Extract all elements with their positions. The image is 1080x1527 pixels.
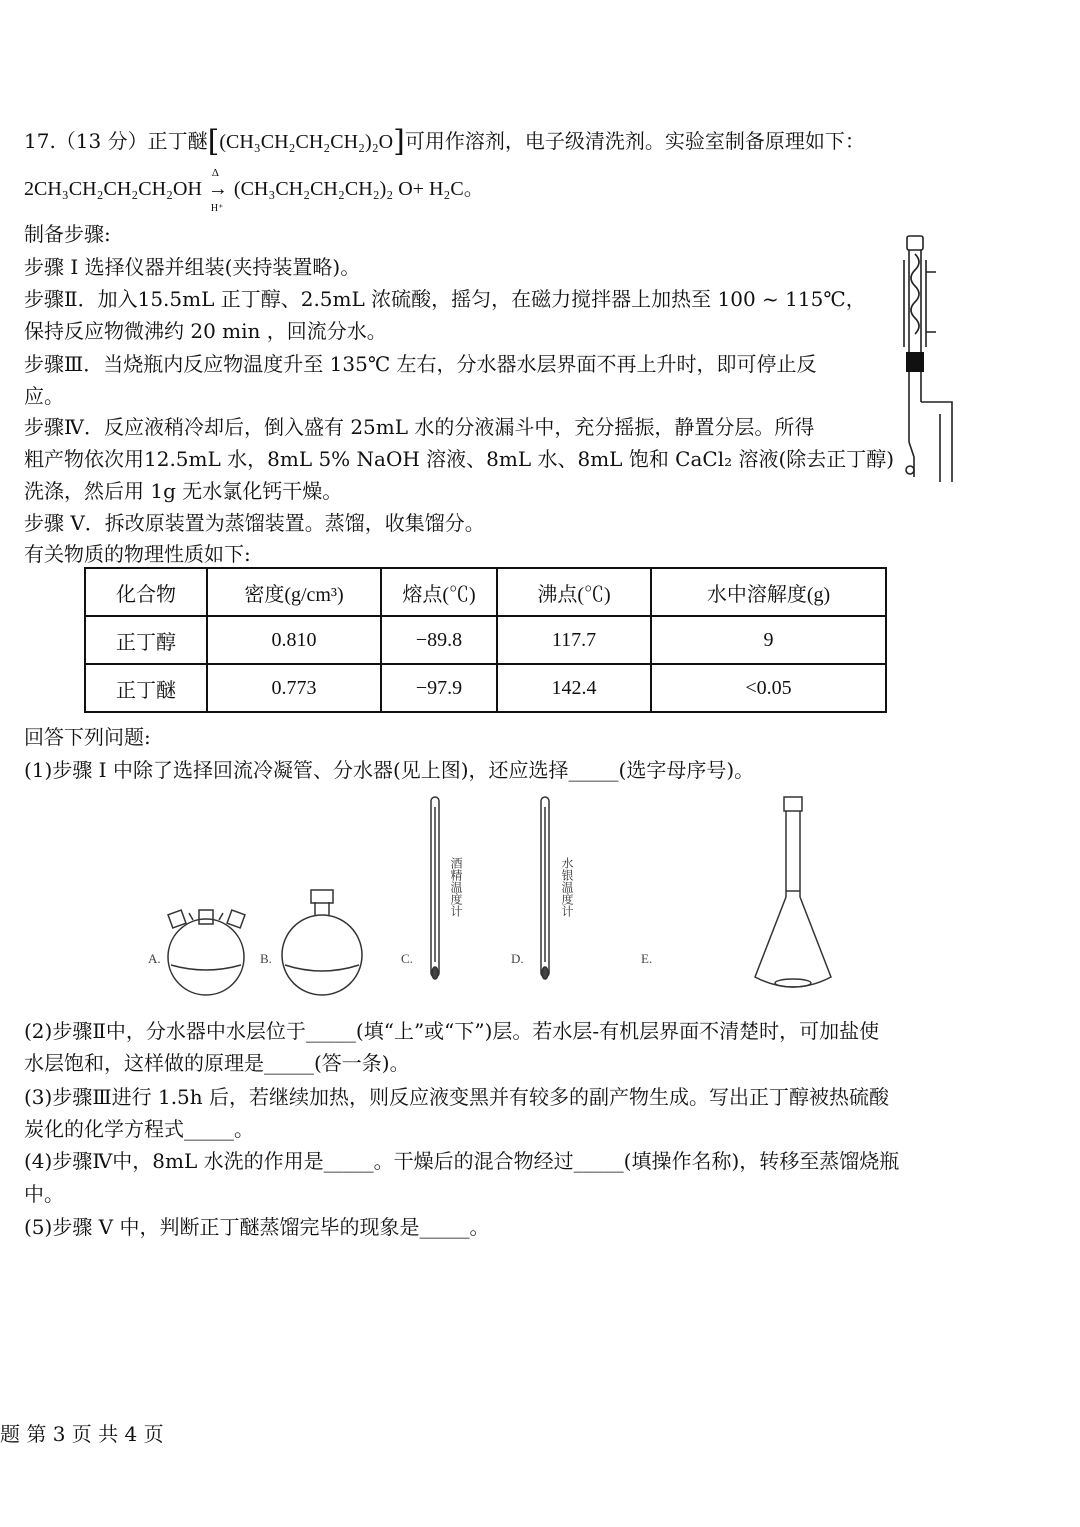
- step-3-line-1: 步骤Ⅲ．当烧瓶内反应物温度升至 135℃ 左右，分水器水层界面不再上升时，即可停止反: [24, 352, 817, 376]
- reaction-equation: [24, 167, 484, 214]
- stopper: [906, 352, 924, 372]
- table-cell: −97.9: [381, 664, 497, 712]
- thermo-d-label: 水银温度计: [560, 857, 574, 917]
- volumetric-flask: [755, 797, 831, 987]
- table-cell: 正丁醚: [85, 664, 207, 712]
- label-e: E.: [641, 951, 653, 966]
- table-header-cell: 密度(g/cm³): [207, 568, 381, 616]
- question-3-line-1: (3)步骤Ⅲ进行 1.5h 后，若继续加热，则反应液变黑并有较多的副产物生成。写出正丁醇被热硫酸: [24, 1085, 890, 1109]
- table-header-row: [85, 568, 886, 616]
- table-header-cell: 水中溶解度(g): [651, 568, 886, 616]
- question-header: [24, 124, 865, 159]
- question-2-line-1: (2)步骤Ⅱ中，分水器中水层位于_____(填“上”或“下”)层。若水层-有机层界面不清楚时，可加盐使: [24, 1019, 880, 1043]
- step-3-line-2: 应。: [24, 384, 64, 408]
- props-heading: 有关物质的物理性质如下:: [24, 542, 251, 566]
- properties-table: [84, 567, 887, 713]
- page-footer: 题 第 3 页 共 4 页: [0, 1422, 164, 1446]
- alcohol-thermometer: [431, 797, 439, 979]
- step-1: 步骤 I 选择仪器并组装(夹持装置略)。: [24, 255, 361, 279]
- table-header-cell: 熔点(℃): [381, 568, 497, 616]
- thermo-c-label: 酒精温度计: [449, 857, 463, 917]
- equation-left: 2CH₃CH₂CH₂CH₂OH: [24, 178, 202, 200]
- label-a: A.: [148, 951, 161, 966]
- table-cell: <0.05: [651, 664, 886, 712]
- question-number: 17.（13 分）: [24, 129, 148, 153]
- table-header-cell: 沸点(℃): [497, 568, 651, 616]
- question-3-line-2: 炭化的化学方程式_____。: [24, 1117, 254, 1141]
- table-cell: 0.810: [207, 616, 381, 664]
- table-header-cell: 化合物: [85, 568, 207, 616]
- condenser-water-separator-diagram: [890, 232, 970, 494]
- table-cell: 9: [651, 616, 886, 664]
- right-bracket: ]: [393, 124, 405, 159]
- step-2-line-2: 保持反应物微沸约 20 min ，回流分水。: [24, 319, 387, 343]
- table-cell: 142.4: [497, 664, 651, 712]
- left-bracket: [: [207, 124, 220, 159]
- question-5: (5)步骤 V 中，判断正丁醚蒸馏完毕的现象是_____。: [24, 1215, 490, 1239]
- label-b: B.: [260, 951, 272, 966]
- table-cell: 0.773: [207, 664, 381, 712]
- step-2-line-1: 步骤Ⅱ．加入15.5mL 正丁醇、2.5mL 浓硫酸，摇匀，在磁力搅拌器上加热至 100 ~ 115℃，: [24, 287, 866, 311]
- three-neck-flask: [168, 910, 245, 995]
- title-suffix: 可用作溶剂，电子级清洗剂。实验室制备原理如下：: [404, 129, 865, 153]
- reaction-arrow: Δ → H⁺: [207, 176, 229, 202]
- question-4-line-1: (4)步骤Ⅳ中，8mL 水洗的作用是_____。干燥后的混合物经过_____(填操作名称)，转移至蒸馏烧瓶: [24, 1149, 900, 1173]
- steps-heading: 制备步骤:: [24, 222, 111, 246]
- table-cell: 正丁醇: [85, 616, 207, 664]
- apparatus-options: [143, 787, 843, 1009]
- table-row: [85, 664, 886, 712]
- equation-cond-bottom: H⁺: [210, 203, 224, 214]
- round-bottom-flask: [282, 890, 362, 995]
- step-5: 步骤 V．拆改原装置为蒸馏装置。蒸馏，收集馏分。: [24, 511, 485, 535]
- label-c: C.: [401, 951, 413, 966]
- formula-inner: (CH₃CH₂CH₂CH₂)₂O: [219, 131, 394, 153]
- label-d: D.: [511, 951, 524, 966]
- questions-heading: 回答下列问题:: [24, 725, 151, 749]
- equation-cond-top: Δ: [211, 167, 219, 179]
- title-prefix: 正丁醚: [147, 129, 208, 153]
- mercury-thermometer: [541, 797, 549, 979]
- question-2-line-2: 水层饱和，这样做的原理是_____(答一条)。: [24, 1051, 410, 1075]
- step-4-line-2: 粗产物依次用12.5mL 水，8mL 5% NaOH 溶液、8mL 水、8mL 饱和 CaCl₂ 溶液(除去正丁醇): [24, 447, 895, 471]
- table-row: [85, 616, 886, 664]
- step-4-line-1: 步骤Ⅳ．反应液稍冷却后，倒入盛有 25mL 水的分液漏斗中，充分摇振，静置分层。所得: [24, 415, 815, 439]
- table-cell: −89.8: [381, 616, 497, 664]
- question-4-line-2: 中。: [24, 1182, 64, 1206]
- step-4-line-3: 洗涤，然后用 1g 无水氯化钙干燥。: [24, 479, 343, 503]
- question-1: (1)步骤 I 中除了选择回流冷凝管、分水器(见上图)，还应选择_____(选字母序号)。: [24, 758, 755, 782]
- equation-right: (CH₃CH₂CH₂CH₂)₂ O+ H₂C。: [233, 178, 484, 200]
- table-cell: 117.7: [497, 616, 651, 664]
